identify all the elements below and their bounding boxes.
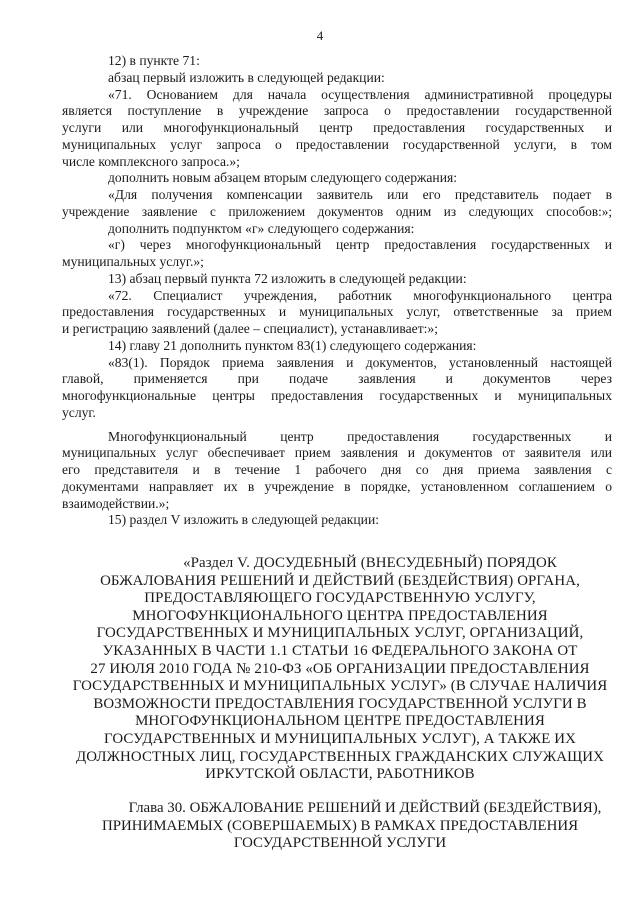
paragraph bbox=[62, 338, 612, 355]
heading-line: ГОСУДАРСТВЕННЫХ И МУНИЦИПАЛЬНЫХ УСЛУГ, ОРГАНИЗАЦИЙ, bbox=[96, 625, 584, 642]
paragraph bbox=[62, 87, 612, 171]
heading-line: УКАЗАННЫХ В ЧАСТИ 1.1 СТАТЬИ 16 ФЕДЕРАЛЬНОГО ЗАКОНА ОТ bbox=[102, 642, 578, 659]
document-body bbox=[62, 53, 612, 529]
text-line: муниципальных услуг обеспечивает прием заявления и документов от заявителя или bbox=[62, 445, 612, 461]
heading-line: ОБЖАЛОВАНИЯ РЕШЕНИЙ И ДЕЙСТВИЙ (БЕЗДЕЙСТВИЯ) ОРГАНА, bbox=[100, 572, 580, 589]
text-line: абзац первый изложить в следующей редакции: bbox=[108, 69, 385, 85]
heading-line: ДОЛЖНОСТНЫХ ЛИЦ, ГОСУДАРСТВЕННЫХ ГРАЖДАНСКИХ СЛУЖАЩИХ bbox=[76, 748, 604, 765]
text-line: его представителя и в течение 1 рабочего дня со дня приема заявления с bbox=[62, 462, 612, 477]
paragraph bbox=[62, 512, 612, 529]
heading-line: 27 ИЮЛЯ 2010 ГОДА № 210-ФЗ «ОБ ОРГАНИЗАЦИИ ПРЕДОСТАВЛЕНИЯ bbox=[90, 660, 590, 677]
heading-line: Глава 30. ОБЖАЛОВАНИЕ РЕШЕНИЙ И ДЕЙСТВИЙ (БЕЗДЕЙСТВИЯ), bbox=[128, 800, 602, 816]
text-line: Многофункциональный центр предоставления государственных и bbox=[108, 428, 612, 444]
text-line: услуги или многофункциональный центр предоставления государственных и bbox=[62, 120, 612, 135]
text-line: 12) в пункте 71: bbox=[108, 53, 200, 68]
heading-line: ГОСУДАРСТВЕННЫХ И МУНИЦИПАЛЬНЫХ УСЛУГ), А ТАКЖЕ ИХ bbox=[104, 730, 576, 747]
text-line: дополнить новым абзацем вторым следующего содержания: bbox=[108, 170, 457, 186]
text-line: главой, применяется при подаче заявления и документов через bbox=[62, 371, 612, 387]
text-line: 14) главу 21 дополнить пунктом 83(1) следующего содержания: bbox=[108, 337, 477, 353]
text-line: 15) раздел V изложить в следующей редакции: bbox=[108, 512, 380, 528]
text-line: «71. Основанием для начала осуществления административной процедуры bbox=[108, 86, 612, 102]
text-line: «72. Специалист учреждения, работник многофункционального центра bbox=[108, 287, 612, 303]
text-line: «г) через многофункциональный центр предоставления государственных и bbox=[108, 237, 612, 253]
text-line: услуг. bbox=[62, 404, 96, 420]
paragraph bbox=[62, 53, 612, 70]
text-line: 13) абзац первый пункта 72 изложить в следующей редакции: bbox=[108, 270, 467, 286]
paragraph bbox=[62, 237, 612, 271]
text-line: документами направляет их в учреждение в порядке, установленном соглашением о bbox=[62, 478, 612, 494]
section-heading bbox=[62, 555, 618, 784]
text-line: и регистрацию заявлений (далее – специалист), устанавливает:»; bbox=[62, 321, 438, 336]
text-line: муниципальных услуг.»; bbox=[62, 254, 204, 269]
paragraph bbox=[62, 187, 612, 221]
heading-line: ГОСУДАРСТВЕННЫХ И МУНИЦИПАЛЬНЫХ УСЛУГ» (В СЛУЧАЕ НАЛИЧИЯ bbox=[72, 678, 608, 695]
text-line: является поступление в учреждение запроса о предоставлении государственной bbox=[62, 103, 612, 119]
heading-line: МНОГОФУНКЦИОНАЛЬНОМ ЦЕНТРЕ ПРЕДОСТАВЛЕНИЯ bbox=[135, 713, 545, 730]
paragraph bbox=[62, 70, 612, 87]
paragraph bbox=[62, 429, 612, 513]
text-line: взаимодействии.»; bbox=[62, 495, 170, 511]
text-line: многофункциональные центры предоставления государственных и муниципальных bbox=[62, 388, 612, 403]
text-line: «83(1). Порядок приема заявления и документов, установленный настоящей bbox=[108, 354, 612, 370]
paragraph bbox=[62, 271, 612, 288]
chapter-heading bbox=[62, 800, 618, 853]
text-line: дополнить подпунктом «г» следующего содержания: bbox=[108, 220, 415, 236]
text-line: учреждение заявление с приложением документов одним из следующих способов:»; bbox=[62, 203, 612, 219]
text-line: муниципальных услуг запроса о предоставлении государственной услуги, в том bbox=[62, 136, 612, 152]
heading-line: ГОСУДАРСТВЕННОЙ УСЛУГИ bbox=[233, 835, 447, 852]
heading-line: ПРЕДОСТАВЛЯЮЩЕГО ГОСУДАРСТВЕННУЮ УСЛУГУ, bbox=[144, 590, 536, 607]
heading-line: ВОЗМОЖНОСТИ ПРЕДОСТАВЛЕНИЯ ГОСУДАРСТВЕННОЙ УСЛУГИ В bbox=[93, 695, 587, 712]
paragraph bbox=[62, 170, 612, 187]
heading-line: МНОГОФУНКЦИОНАЛЬНОГО ЦЕНТРА ПРЕДОСТАВЛЕНИЯ bbox=[132, 607, 548, 624]
paragraph bbox=[62, 221, 612, 238]
paragraph bbox=[62, 288, 612, 338]
paragraph bbox=[62, 355, 612, 422]
page-number: 4 bbox=[316, 28, 324, 43]
text-line: числе комплексного запроса.»; bbox=[62, 153, 240, 169]
heading-line: ИРКУТСКОЙ ОБЛАСТИ, РАБОТНИКОВ bbox=[205, 766, 475, 783]
text-line: предоставления государственных и муниципальных услуг, ответственные за прием bbox=[62, 304, 612, 320]
text-line: «Для получения компенсации заявитель или его представитель подает в bbox=[108, 187, 612, 202]
heading-line: ПРИНИМАЕМЫХ (СОВЕРШАЕМЫХ) В РАМКАХ ПРЕДОСТАВЛЕНИЯ bbox=[101, 817, 579, 834]
heading-line: «Раздел V. ДОСУДЕБНЫЙ (ВНЕСУДЕБНЫЙ) ПОРЯДОК bbox=[183, 555, 557, 571]
